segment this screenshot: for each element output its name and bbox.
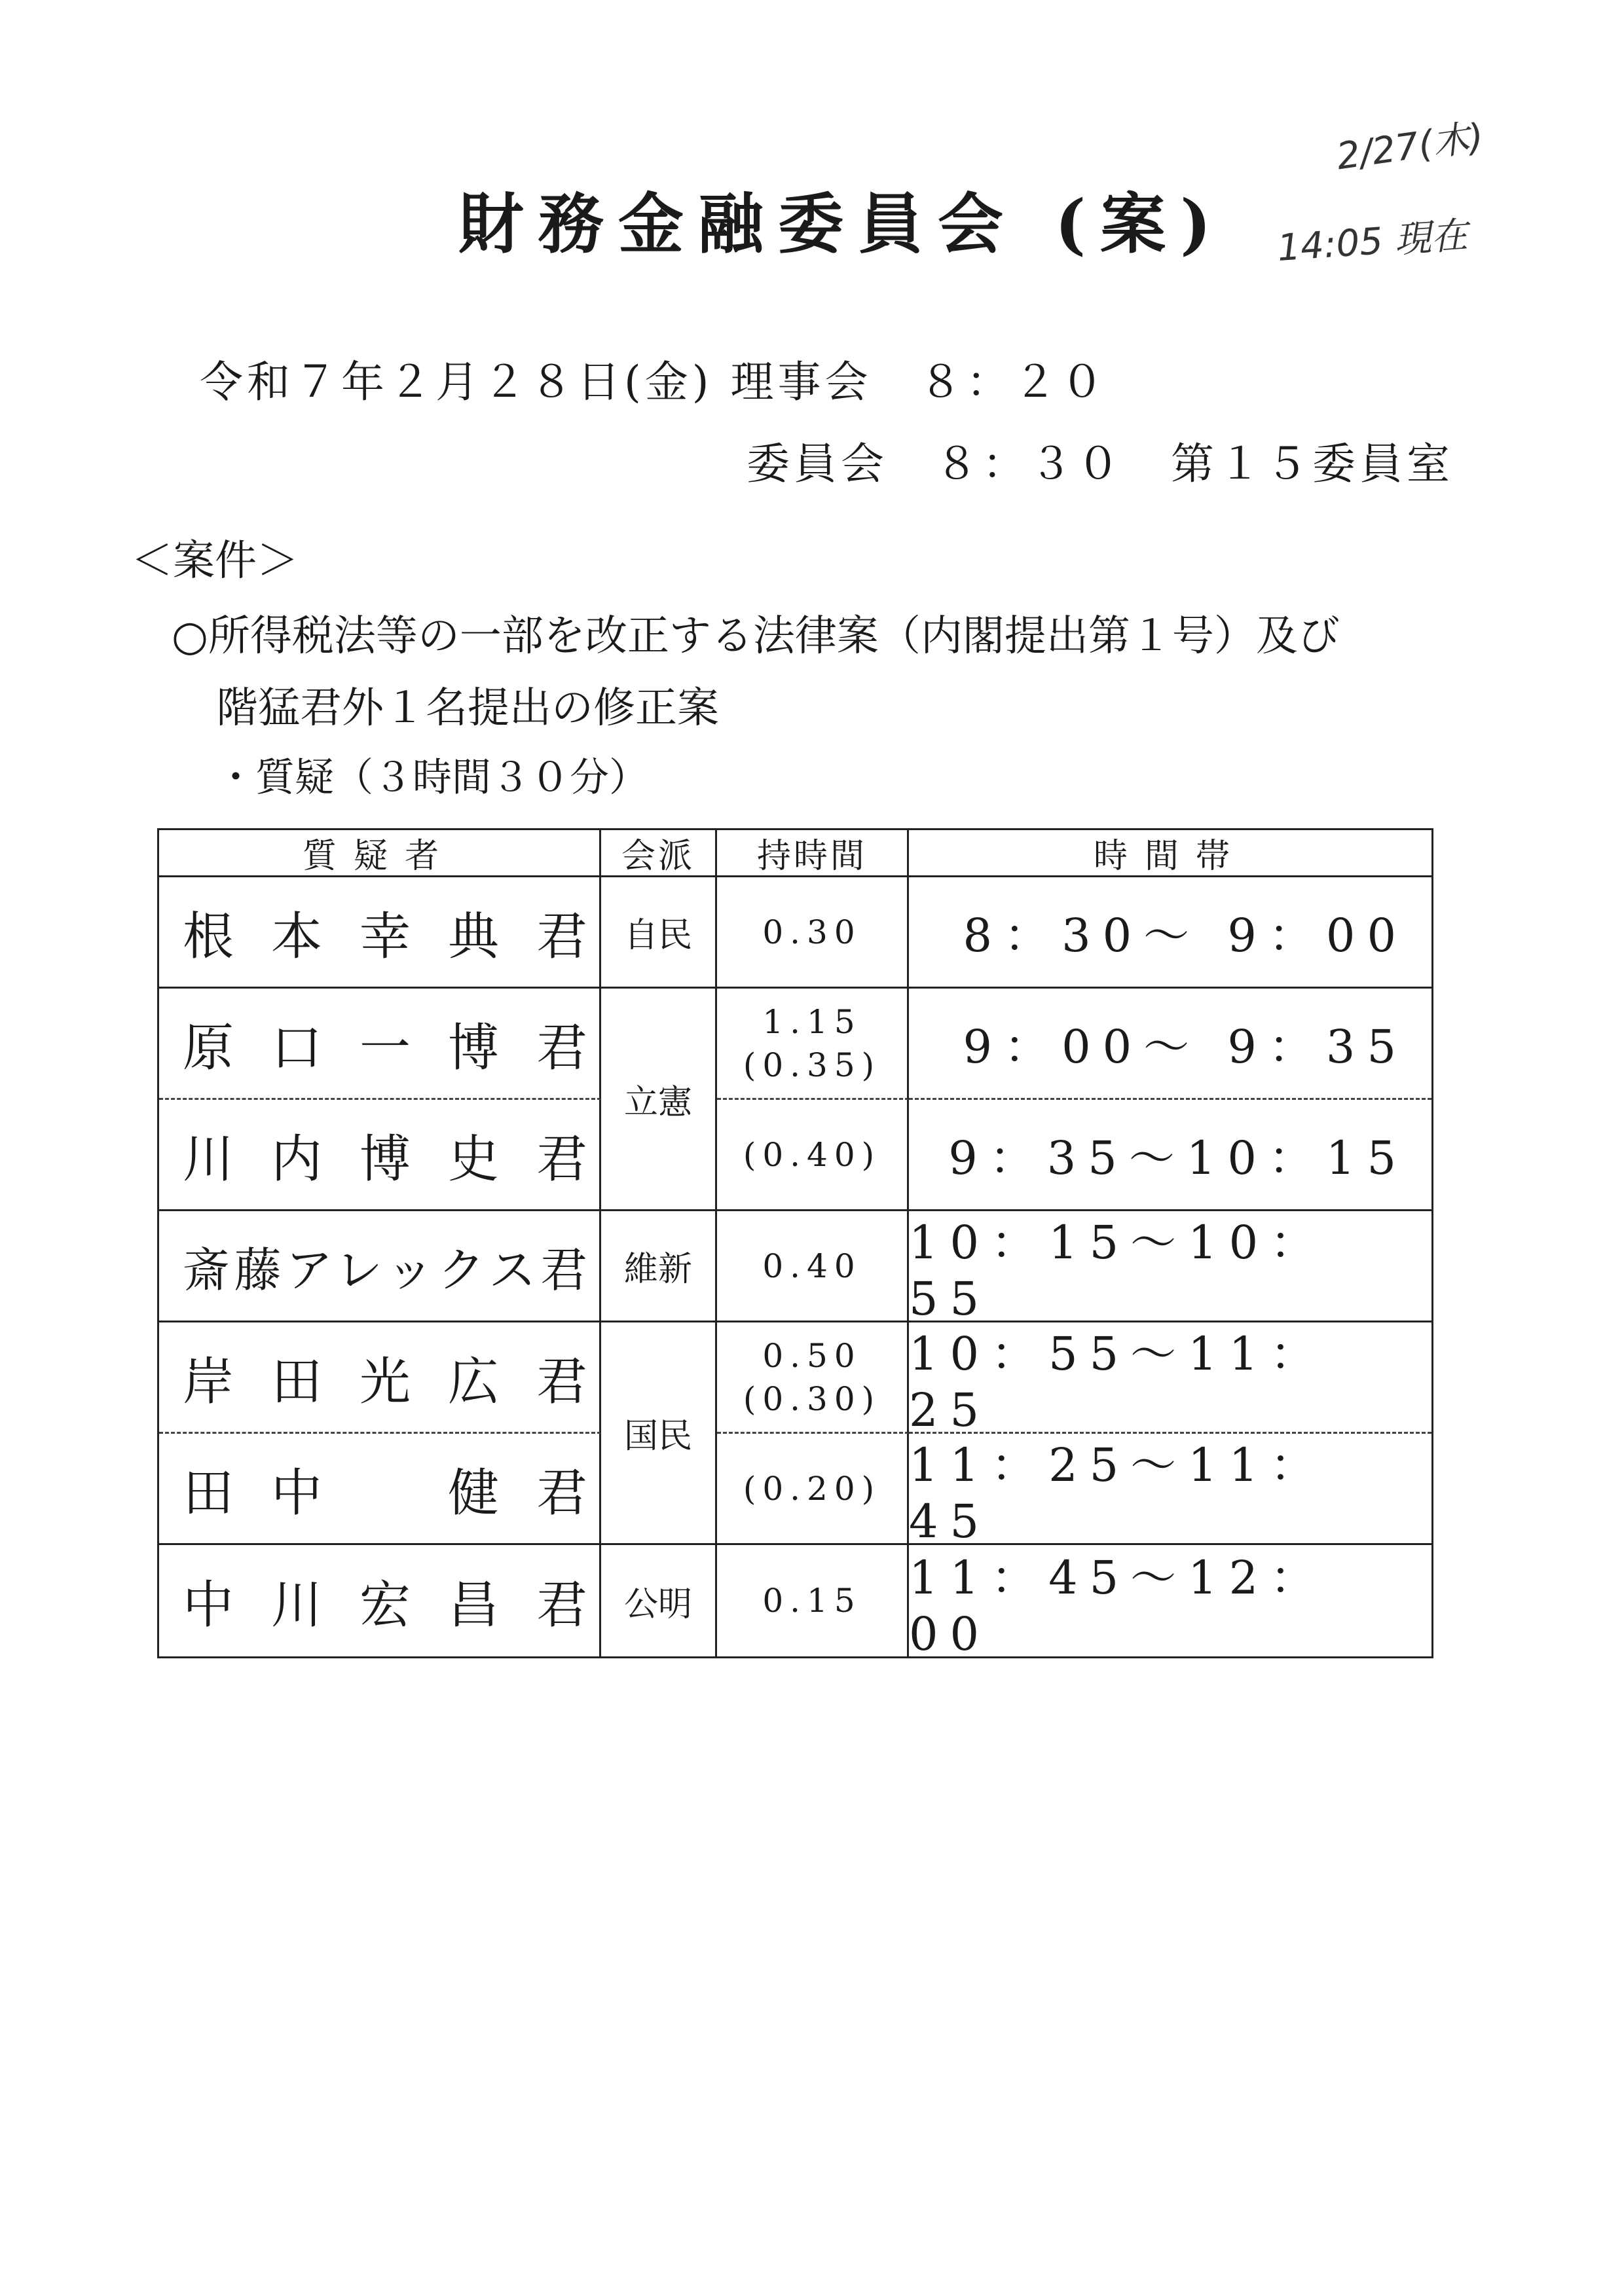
table-row-name: 根本幸典君: [159, 877, 601, 989]
header-slot: 時間帯: [909, 830, 1431, 877]
table-row-alloc: 0.50 (0.30): [717, 1322, 909, 1434]
qa-duration: ・質疑（３時間３０分）: [216, 755, 648, 801]
table-row-party: 国民: [601, 1322, 717, 1545]
table-row-name: 岸田光広君: [159, 1322, 601, 1434]
table-row-alloc: 0.30: [717, 877, 909, 989]
table-row-name: 中川宏昌君: [159, 1545, 601, 1656]
table-row-slot: 9：00～ 9：35: [909, 989, 1431, 1100]
table-row-slot: 9：35～10：15: [909, 1100, 1431, 1211]
table-row-party: 立憲: [601, 989, 717, 1211]
handwritten-time: 14:05 現在: [1276, 213, 1469, 270]
table-row-alloc: 0.15: [717, 1545, 909, 1656]
table-row-alloc: 1.15 (0.35): [717, 989, 909, 1100]
table-row-slot: 10：15～10：55: [909, 1211, 1431, 1322]
table-row-alloc: (0.20): [717, 1434, 909, 1545]
bill-line-2: 階猛君外１名提出の修正案: [216, 684, 719, 733]
header-questioner: 質疑者: [159, 830, 601, 877]
schedule-line-1: 令和７年２月２８日(金) 理事会 ８：２０: [200, 357, 1108, 407]
table-row-slot: 11：45～12：00: [909, 1550, 1328, 1661]
agenda-label: ＜案件＞: [131, 537, 299, 585]
header-party: 会派: [601, 830, 717, 877]
header-alloc: 持時間: [717, 830, 909, 877]
table-row-name: 田中 健君: [159, 1434, 601, 1545]
table-row-name: 川内博史君: [159, 1100, 601, 1211]
page-title: 財務金融委員会 (案): [458, 185, 1226, 263]
questioner-table: [157, 828, 1433, 1661]
table-row-name: 原口一博君: [159, 989, 601, 1100]
table-row-party: 自民: [601, 877, 717, 989]
table-row-slot: 8：30～ 9：00: [909, 877, 1431, 989]
table-row-slot: 11：25～11：45: [909, 1434, 1431, 1545]
table-row-slot: 10：55～11：25: [909, 1322, 1431, 1434]
table-row-name: 斎藤アレックス君: [159, 1211, 601, 1322]
bill-line-1: ○所得税法等の一部を改正する法律案（内閣提出第１号）及び: [172, 612, 1340, 661]
schedule-line-2: 委員会 ８：３０ 第１５委員室: [747, 439, 1454, 489]
table-row-alloc: (0.40): [717, 1100, 909, 1211]
table-row-party: 維新: [601, 1211, 717, 1322]
handwritten-date: 2/27(木): [1334, 115, 1486, 179]
table-row-party: 公明: [601, 1545, 717, 1656]
table-row-alloc: 0.40: [717, 1211, 909, 1322]
